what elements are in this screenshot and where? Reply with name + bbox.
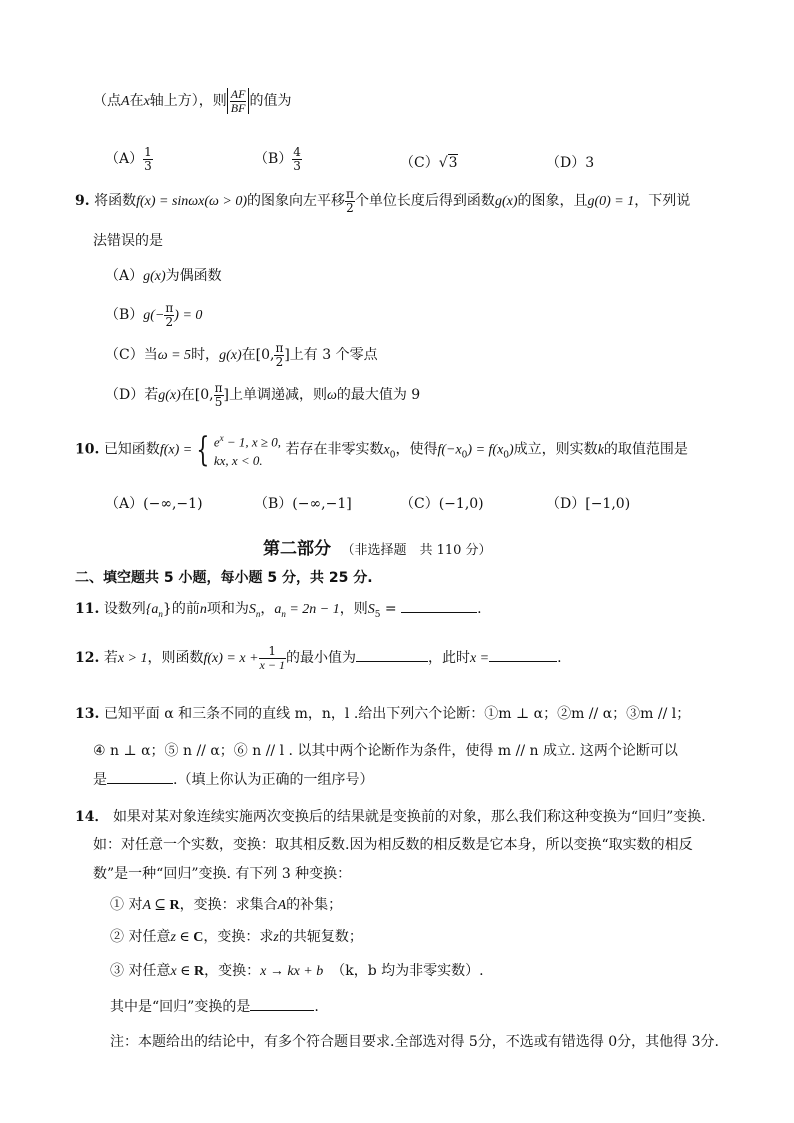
q14-text: 如果对某对象连续实施两次变换后的结果就是变换前的对象，那么我们称这种变换为“回归”变换. bbox=[112, 809, 706, 825]
option-value: [−1,0) bbox=[585, 496, 631, 512]
q12-cond: x > 1 bbox=[117, 651, 148, 667]
q14-item3 bbox=[110, 960, 484, 980]
question-number: 11. bbox=[75, 601, 100, 617]
q9-option-d bbox=[105, 382, 420, 408]
frac-num: π bbox=[165, 301, 174, 315]
q8-axis-x: x bbox=[143, 94, 150, 110]
q9-text: 将函数 bbox=[94, 193, 137, 210]
answer-blank[interactable] bbox=[489, 647, 557, 662]
item-text: 的补集； bbox=[286, 897, 343, 913]
question-number: 9. bbox=[75, 193, 90, 210]
option-value: 3 bbox=[585, 155, 595, 171]
frac-num: π bbox=[346, 187, 354, 201]
option-math: [0, bbox=[194, 387, 214, 404]
q10-x0-sub: 0 bbox=[389, 450, 396, 461]
frac-num: 1 bbox=[144, 145, 152, 159]
q8-text-3: 轴上方），则 bbox=[149, 93, 227, 110]
q8-option-a bbox=[105, 146, 153, 172]
option-value: (−∞,−1) bbox=[143, 496, 203, 512]
q14-line2: 如：对任意一个实数，变换：取其相反数.因为相反数的相反数是它本身，所以变换“取实数的相反 bbox=[93, 837, 693, 853]
q11-an: {a bbox=[145, 602, 159, 617]
item-math: z ∈ bbox=[170, 930, 194, 945]
answer-blank[interactable] bbox=[356, 647, 428, 662]
q8-text-1: （点 bbox=[93, 93, 121, 110]
q11-formula-sub: n bbox=[281, 608, 286, 619]
q9-option-a bbox=[105, 265, 222, 285]
q12-text: 的最小值为 bbox=[285, 650, 356, 667]
answer-blank[interactable] bbox=[401, 598, 477, 613]
part2-subtitle: （非选择题 共 110 分） bbox=[341, 543, 492, 558]
option-label: （A） bbox=[105, 151, 144, 168]
item-math: R bbox=[194, 964, 205, 979]
option-value: (−1,0) bbox=[438, 496, 484, 512]
q14-item2 bbox=[110, 926, 363, 946]
item-math: x → kx + b bbox=[260, 964, 324, 979]
frac-den: 2 bbox=[275, 354, 284, 369]
option-text: 的最大值为 9 bbox=[336, 387, 421, 404]
q14-item1 bbox=[110, 894, 342, 914]
q12-fx: f(x) = x + bbox=[203, 651, 259, 667]
item-math: A bbox=[277, 898, 287, 913]
q10-eq-sub: 0 bbox=[503, 450, 510, 461]
q9-stem-line2: 法错误的是 bbox=[93, 233, 163, 249]
option-math: ] bbox=[223, 387, 229, 404]
question-number: 13. bbox=[75, 706, 100, 722]
question-number: 14． bbox=[75, 809, 109, 825]
q9-gx: g(x) bbox=[143, 269, 166, 284]
q8-option-d bbox=[546, 152, 594, 172]
q10-option-d bbox=[546, 493, 630, 513]
q11-s5: S bbox=[367, 602, 375, 617]
option-text: 在 bbox=[241, 347, 256, 364]
option-text: 若 bbox=[144, 387, 159, 404]
option-label: （C） bbox=[105, 347, 144, 364]
case1-sup: x bbox=[219, 433, 224, 443]
q11-text: 设数列 bbox=[103, 601, 146, 617]
option-label: （C） bbox=[400, 155, 439, 171]
q9-text: 的图象向左平移 bbox=[247, 193, 346, 210]
q10-text: 已知函数 bbox=[103, 441, 160, 458]
q11-end: . bbox=[477, 601, 482, 617]
q10-option-c bbox=[400, 493, 484, 513]
q9-stem bbox=[75, 188, 690, 214]
q11-an-close: } bbox=[162, 601, 172, 617]
q10-eq: f(−x bbox=[437, 442, 462, 458]
q14-ask bbox=[110, 996, 319, 1016]
q11-sn: S bbox=[248, 602, 256, 617]
q9-gx: g(x) bbox=[494, 194, 518, 210]
q11-text: 的前 bbox=[171, 601, 200, 617]
q13-text: .（填上你认为正确的一组序号） bbox=[173, 772, 374, 788]
item-text: ① 对 bbox=[110, 897, 143, 913]
option-label: （B） bbox=[254, 496, 293, 512]
case2: kx, x < 0. bbox=[213, 453, 263, 469]
q12-text: 若 bbox=[103, 650, 118, 667]
q11-an-sub: n bbox=[158, 608, 163, 619]
q9-text: ，下列说 bbox=[634, 193, 691, 210]
q11-s5-sub: 5 bbox=[374, 609, 381, 620]
option-math: g(x) bbox=[158, 388, 181, 404]
frac-den: 2 bbox=[346, 200, 354, 215]
q12-text: ，则函数 bbox=[147, 650, 204, 667]
q12-end: . bbox=[557, 650, 562, 667]
q10-text: ，使得 bbox=[395, 441, 438, 458]
option-text: 为偶函数 bbox=[165, 268, 222, 284]
q11-formula: = 2n − 1 bbox=[285, 602, 340, 617]
option-math: g(x) bbox=[219, 348, 242, 364]
q8-point-a: A bbox=[121, 94, 130, 110]
sqrt-radicand: 3 bbox=[448, 155, 458, 171]
q14-line3: 数”是一种“回归”变换. 有下列 3 种变换： bbox=[93, 866, 352, 882]
q14-line1 bbox=[75, 806, 706, 826]
q8-bf: BF bbox=[230, 100, 246, 115]
option-text: 在 bbox=[180, 387, 195, 404]
q8-text-2: 在 bbox=[129, 93, 144, 110]
q14-text: 其中是“回归”变换的是 bbox=[110, 999, 251, 1015]
option-math: ω bbox=[326, 388, 337, 404]
option-math: [0, bbox=[255, 347, 275, 364]
q14-note: 注：本题给出的结论中，有多个符合题目要求.全部选对得 5分，不选或有错选得 0分，其他得 3分. bbox=[110, 1034, 719, 1050]
q14-text: . bbox=[314, 999, 319, 1015]
q9-g0: g(0) = 1 bbox=[587, 194, 635, 210]
item-math: C bbox=[193, 930, 204, 945]
q13-text: 已知平面 α 和三条不同的直线 m，n，l .给出下列六个论断：①m ⊥ α；②m // α；③m // l； bbox=[103, 706, 691, 722]
piecewise-brace: { bbox=[196, 429, 210, 470]
frac-den: 5 bbox=[214, 394, 223, 409]
frac-num: 4 bbox=[293, 145, 301, 159]
question-number: 10. bbox=[75, 441, 100, 458]
option-label: （B） bbox=[105, 307, 144, 324]
item-math: R bbox=[169, 898, 180, 913]
q9-text: 的图象，且 bbox=[517, 193, 588, 210]
option-label: （C） bbox=[400, 496, 439, 512]
q10-text: 成立，则实数 bbox=[513, 441, 598, 458]
option-value: (−∞,−1] bbox=[292, 496, 352, 512]
q11-formula: a bbox=[274, 602, 282, 617]
q10-stem bbox=[75, 429, 688, 470]
q9-option-b bbox=[105, 302, 202, 328]
option-label: （A） bbox=[105, 268, 144, 284]
option-math: ω = 5 bbox=[157, 348, 192, 364]
q8-option-c bbox=[400, 152, 458, 172]
frac-den: 3 bbox=[144, 158, 152, 173]
frac-num: π bbox=[275, 341, 284, 355]
q13-text: 是 bbox=[93, 772, 107, 788]
q12-text: ，此时 bbox=[427, 650, 470, 667]
item-text: （k，b 均为非零实数）. bbox=[331, 963, 484, 979]
item-text: 的共轭复数； bbox=[278, 929, 363, 945]
option-label: （D） bbox=[546, 496, 586, 512]
sqrt-sign: √3 bbox=[438, 155, 458, 171]
q9-text: 个单位长度后得到函数 bbox=[354, 193, 495, 210]
piecewise-cases bbox=[214, 429, 281, 470]
option-text: 时， bbox=[191, 347, 220, 364]
q11-n: n bbox=[199, 602, 207, 617]
part2-heading bbox=[263, 534, 492, 559]
q10-x0: x bbox=[383, 442, 390, 458]
option-text: 上有 3 个零点 bbox=[289, 347, 378, 364]
case1: e bbox=[213, 434, 220, 450]
q8-condition bbox=[93, 88, 291, 114]
q11-text: ， bbox=[260, 601, 275, 617]
q13-line3 bbox=[93, 769, 373, 789]
item-text: ③ 对任意 bbox=[110, 963, 171, 979]
q11-text: 项和为 bbox=[206, 601, 249, 617]
item-text: ② 对任意 bbox=[110, 929, 171, 945]
q12-xeq: x = bbox=[469, 651, 490, 667]
q8-ask: 的值为 bbox=[249, 93, 292, 110]
q11-text: ，则 bbox=[339, 601, 368, 617]
option-math: ] bbox=[284, 347, 290, 364]
q12 bbox=[75, 645, 562, 671]
q11 bbox=[75, 598, 482, 620]
q11-equals: = bbox=[380, 601, 402, 617]
frac-den: x − 1 bbox=[259, 657, 285, 672]
item-text: ，变换：求集合 bbox=[179, 897, 278, 913]
option-label: （B） bbox=[254, 151, 293, 168]
question-number: 12. bbox=[75, 650, 100, 667]
item-text: ，变换：求 bbox=[203, 929, 274, 945]
q10-eq: ) bbox=[509, 442, 514, 458]
q9-option-c bbox=[105, 342, 378, 368]
frac-den: 3 bbox=[293, 158, 301, 173]
q10-fx: f(x) = bbox=[159, 442, 193, 458]
option-text: 当 bbox=[143, 347, 158, 364]
q10-option-b bbox=[254, 493, 352, 513]
q9-fx: f(x) = sinωx(ω > 0) bbox=[136, 194, 248, 210]
q11-sn-sub: n bbox=[255, 608, 261, 619]
q10-text: 的取值范围是 bbox=[603, 441, 688, 458]
q10-eq: ) = f(x bbox=[467, 442, 504, 458]
q10-option-a bbox=[105, 493, 203, 513]
section-heading: 二、填空题共 5 小题，每小题 5 分，共 25 分. bbox=[75, 570, 373, 586]
frac-den: 2 bbox=[165, 314, 174, 329]
q10-text: 若存在非零实数 bbox=[285, 441, 384, 458]
q13-line2: ④ n ⊥ α；⑤ n // α；⑥ n // l . 以其中两个论断作为条件，使得 m // n 成立. 这两个论断可以 bbox=[93, 743, 678, 759]
item-text: ，变换： bbox=[204, 963, 261, 979]
option-label: （D） bbox=[546, 155, 586, 171]
case1-rest: − 1, x ≥ 0, bbox=[223, 434, 282, 450]
answer-blank[interactable] bbox=[250, 996, 314, 1011]
q10-k: k bbox=[597, 442, 604, 458]
option-label: （D） bbox=[105, 387, 145, 404]
answer-blank[interactable] bbox=[107, 769, 173, 784]
item-math: z bbox=[273, 930, 279, 945]
part2-title: 第二部分 bbox=[263, 539, 331, 559]
q8-ratio bbox=[227, 88, 250, 114]
q8-option-b bbox=[254, 146, 302, 172]
frac-num: 1 bbox=[268, 644, 277, 658]
option-math: g(− bbox=[143, 308, 165, 324]
q8-af: AF bbox=[230, 87, 246, 101]
item-math: A ⊆ bbox=[142, 898, 170, 913]
q13-line1 bbox=[75, 703, 690, 723]
option-math: ) = 0 bbox=[174, 308, 203, 324]
frac-num: π bbox=[214, 381, 223, 395]
option-label: （A） bbox=[105, 496, 144, 512]
q10-eq-sub: 0 bbox=[461, 450, 468, 461]
item-math: x ∈ bbox=[170, 964, 195, 979]
option-text: 上单调递减，则 bbox=[228, 387, 327, 404]
